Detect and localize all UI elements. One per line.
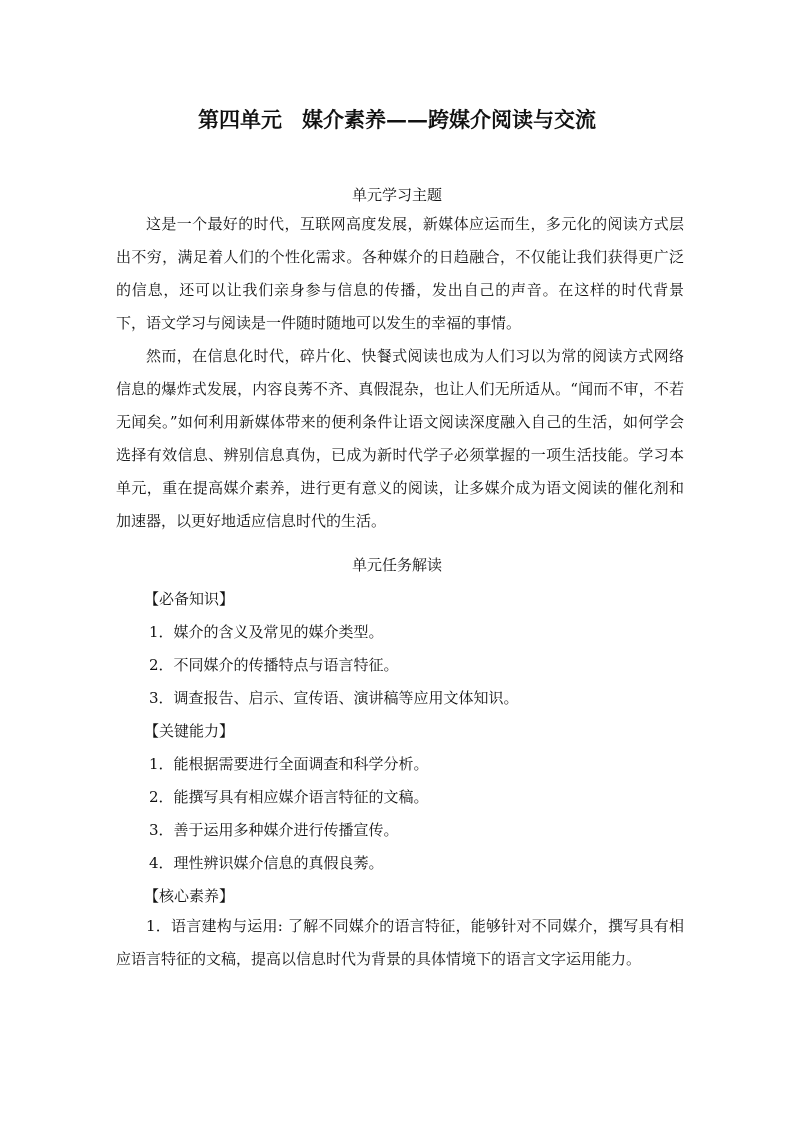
ability-item: 4．理性辨识媒介信息的真假良莠。 xyxy=(149,854,384,872)
title-unit: 第四单元 xyxy=(198,107,282,132)
section-heading-tasks: 单元任务解读 xyxy=(351,556,442,574)
document-title xyxy=(0,104,794,134)
literacy-paragraph: 1．语言建构与运用: 了解不同媒介的语言特征，能够针对不同媒介，撰写具有相应语言特征的文稿，提高以信息时代为背景的具体情境下的语言文字运用能力。 xyxy=(116,917,684,968)
ability-item: 3．善于运用多种媒介进行传播宣传。 xyxy=(149,821,399,839)
literacy-heading: 【核心素养】 xyxy=(144,887,235,905)
knowledge-item: 2．不同媒介的传播特点与语言特征。 xyxy=(149,656,399,674)
paragraph-intro: 这是一个最好的时代，互联网高度发展，新媒体应运而生，多元化的阅读方式层出不穷，满足着人们的个性化需求。各种媒介的日趋融合，不仅能让我们获得更广泛的信息，还可以让我们亲身参与信息的传播，发出自己的声音。在这样的时代背景下，语文学习与阅读是一件随时随地可以发生的幸福的事情。 xyxy=(116,215,684,332)
ability-item: 1．能根据需要进行全面调查和科学分析。 xyxy=(149,755,429,773)
paragraph-media-literacy: 然而，在信息化时代，碎片化、快餐式阅读也成为人们习以为常的阅读方式网络信息的爆炸式发展，内容良莠不齐、真假混杂，也让人们无所适从。“闻而不审，不若无闻矣。”如何利用新媒体带来的便利条件让语文阅读深度融入自己的生活，如何学会选择有效信息、辨别信息真伪，已成为新时代学子必须掌握的一项生活技能。学习本单元，重在提高媒介素养，进行更有意义的阅读，让多媒介成为语文阅读的催化剂和加速器，以更好地适应信息时代的生活。 xyxy=(116,347,684,530)
section-heading-theme: 单元学习主题 xyxy=(351,186,442,204)
ability-item: 2．能撰写具有相应媒介语言特征的文稿。 xyxy=(149,788,429,806)
knowledge-heading: 【必备知识】 xyxy=(144,590,235,608)
title-subject: 媒介素养——跨媒介阅读与交流 xyxy=(302,107,596,132)
knowledge-item: 1．媒介的含义及常见的媒介类型。 xyxy=(149,623,384,641)
ability-heading: 【关键能力】 xyxy=(144,722,235,740)
knowledge-item: 3．调查报告、启示、宣传语、演讲稿等应用文体知识。 xyxy=(149,689,519,707)
